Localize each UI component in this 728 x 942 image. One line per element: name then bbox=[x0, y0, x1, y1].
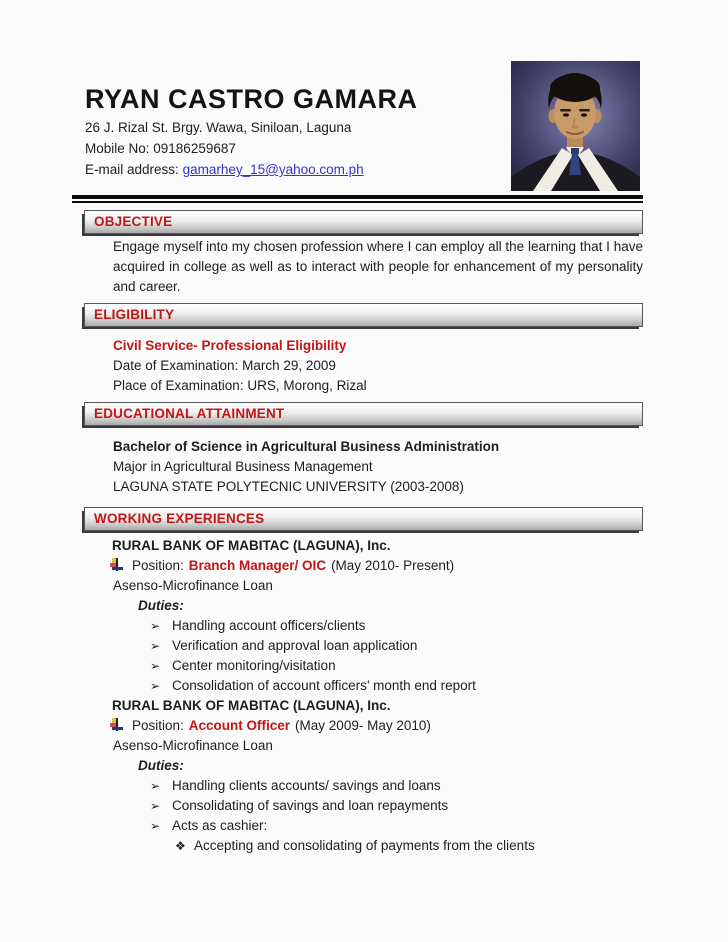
position-line bbox=[110, 556, 644, 576]
divider-thin-line bbox=[72, 201, 643, 203]
exam-place: Place of Examination: URS, Morong, Rizal bbox=[113, 378, 367, 393]
section-title: ELIGIBILITY bbox=[94, 307, 175, 322]
company-name: RURAL BANK OF MABITAC (LAGUNA), Inc. bbox=[112, 698, 391, 713]
eligibility-name: Civil Service- Professional Eligibility bbox=[113, 338, 347, 353]
duty-text: Handling account officers/clients bbox=[172, 618, 366, 633]
duty-text: Handling clients accounts/ savings and loans bbox=[172, 778, 441, 793]
contact-info bbox=[85, 117, 505, 180]
arrow-bullet-icon: ➢ bbox=[150, 779, 161, 793]
arrow-bullet-icon: ➢ bbox=[150, 819, 161, 833]
section-header-objective bbox=[84, 210, 643, 234]
exam-date: Date of Examination: March 29, 2009 bbox=[113, 358, 336, 373]
section-header-education bbox=[84, 402, 643, 426]
diamond-bullet-icon: ❖ bbox=[175, 839, 186, 853]
position-label: Position: bbox=[132, 718, 184, 733]
duties-label: Duties: bbox=[138, 598, 184, 613]
position-line bbox=[110, 716, 644, 736]
position-title: Branch Manager/ OIC bbox=[188, 558, 327, 573]
duty-item bbox=[150, 616, 644, 636]
position-period: (May 2010- Present) bbox=[331, 558, 455, 573]
subduty-item bbox=[175, 836, 644, 856]
objective-text: Engage myself into my chosen profession where I can employ all the learning that I have acquired in college as well as to interact with people for enhancement of my personality and career. bbox=[113, 239, 643, 294]
duty-item bbox=[150, 796, 644, 816]
arrow-bullet-icon: ➢ bbox=[150, 639, 161, 653]
education-content bbox=[113, 437, 633, 497]
position-label: Position: bbox=[132, 558, 184, 573]
duty-text: Center monitoring/visitation bbox=[172, 658, 336, 673]
duty-item bbox=[150, 776, 644, 796]
email-label: E-mail address: bbox=[85, 162, 179, 177]
duty-text: Consolidation of account officers’ month end report bbox=[172, 678, 476, 693]
eligibility-content bbox=[113, 336, 633, 396]
arrow-bullet-icon: ➢ bbox=[150, 679, 161, 693]
divider-thick-line bbox=[72, 195, 643, 199]
section-title: WORKING EXPERIENCES bbox=[94, 511, 265, 526]
mobile-line: Mobile No: 09186259687 bbox=[85, 141, 236, 156]
graduation-photo-icon bbox=[511, 61, 640, 191]
position-bullet-icon bbox=[110, 718, 124, 732]
duty-item bbox=[150, 656, 644, 676]
duty-item bbox=[150, 636, 644, 656]
program-line: Asenso-Microfinance Loan bbox=[113, 738, 273, 753]
position-title: Account Officer bbox=[188, 718, 291, 733]
section-title: EDUCATIONAL ATTAINMENT bbox=[94, 406, 285, 421]
duty-item bbox=[150, 816, 644, 836]
work-content bbox=[84, 536, 644, 856]
company-name: RURAL BANK OF MABITAC (LAGUNA), Inc. bbox=[112, 538, 391, 553]
duties-label: Duties: bbox=[138, 758, 184, 773]
subduty-text: Accepting and consolidating of payments from the clients bbox=[194, 838, 535, 853]
program-line: Asenso-Microfinance Loan bbox=[113, 578, 273, 593]
email-link[interactable]: gamarhey_15@yahoo.com.ph bbox=[182, 162, 364, 177]
duty-text: Acts as cashier: bbox=[172, 818, 268, 833]
position-period: (May 2009- May 2010) bbox=[295, 718, 431, 733]
section-header-eligibility bbox=[84, 303, 643, 327]
page-title: RYAN CASTRO GAMARA bbox=[85, 84, 418, 114]
header-divider bbox=[72, 195, 643, 203]
resume-header bbox=[85, 84, 505, 180]
position-bullet-icon bbox=[110, 558, 124, 572]
address-line: 26 J. Rizal St. Brgy. Wawa, Siniloan, Laguna bbox=[85, 120, 352, 135]
arrow-bullet-icon: ➢ bbox=[150, 619, 161, 633]
major-line: Major in Agricultural Business Management bbox=[113, 459, 373, 474]
duty-text: Consolidating of savings and loan repayments bbox=[172, 798, 449, 813]
duty-item bbox=[150, 676, 644, 696]
duty-text: Verification and approval loan application bbox=[172, 638, 418, 653]
section-header-work bbox=[84, 507, 643, 531]
degree-line: Bachelor of Science in Agricultural Business Administration bbox=[113, 439, 500, 454]
email-line bbox=[85, 159, 505, 180]
arrow-bullet-icon: ➢ bbox=[150, 659, 161, 673]
section-title: OBJECTIVE bbox=[94, 214, 173, 229]
arrow-bullet-icon: ➢ bbox=[150, 799, 161, 813]
school-line: LAGUNA STATE POLYTECNIC UNIVERSITY (2003-2008) bbox=[113, 479, 464, 494]
